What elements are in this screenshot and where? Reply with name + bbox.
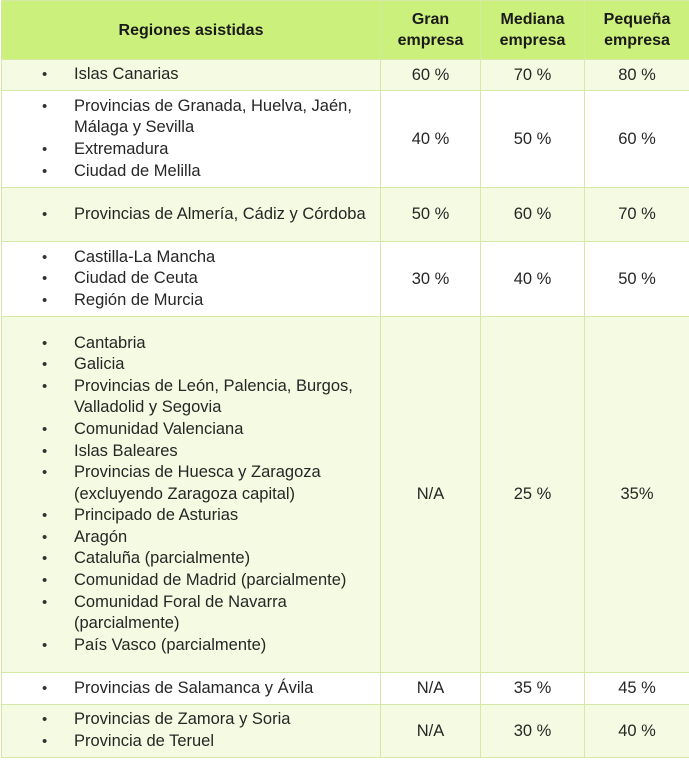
- large-company-value: 40 %: [381, 91, 481, 188]
- region-item: • Ciudad de Melilla: [74, 161, 380, 183]
- small-company-value: 40 %: [585, 705, 689, 758]
- region-item: • Provincias de Zamora y Soria: [74, 709, 380, 731]
- table-row: [2, 91, 689, 188]
- region-item: • Islas Baleares: [74, 441, 380, 463]
- table-row: [2, 705, 689, 758]
- region-item: • Provincias de Huesca y Zaragoza (excluyendo Zaragoza capital): [74, 462, 380, 505]
- region-item: • Cantabria: [74, 333, 380, 355]
- small-company-value: 80 %: [585, 60, 689, 91]
- header-small-company: Pequeña empresa: [585, 1, 689, 60]
- medium-company-value: 35 %: [481, 673, 585, 705]
- table-row: [2, 242, 689, 317]
- table-row: [2, 673, 689, 705]
- header-medium-company: Mediana empresa: [481, 1, 585, 60]
- region-list: [2, 678, 380, 700]
- region-list: [2, 709, 380, 752]
- small-company-value: 60 %: [585, 91, 689, 188]
- regions-cell: [2, 673, 381, 705]
- medium-company-value: 60 %: [481, 188, 585, 242]
- region-item: • Comunidad de Madrid (parcialmente): [74, 570, 380, 592]
- region-item: • Provincias de Salamanca y Ávila: [74, 678, 380, 700]
- regions-cell: [2, 242, 381, 317]
- region-item: • Aragón: [74, 527, 380, 549]
- small-company-value: 45 %: [585, 673, 689, 705]
- regions-cell: [2, 317, 381, 673]
- small-company-value: 70 %: [585, 188, 689, 242]
- large-company-value: N/A: [381, 317, 481, 673]
- medium-company-value: 50 %: [481, 91, 585, 188]
- region-item: • Principado de Asturias: [74, 505, 380, 527]
- small-company-value: 50 %: [585, 242, 689, 317]
- aid-intensity-table: [1, 0, 689, 758]
- large-company-value: N/A: [381, 705, 481, 758]
- region-item: • Ciudad de Ceuta: [74, 268, 380, 290]
- large-company-value: 30 %: [381, 242, 481, 317]
- small-company-value: 35%: [585, 317, 689, 673]
- header-regions: Regiones asistidas: [2, 1, 381, 60]
- regions-cell: [2, 188, 381, 242]
- table-row: [2, 188, 689, 242]
- header-large-company: Gran empresa: [381, 1, 481, 60]
- medium-company-value: 25 %: [481, 317, 585, 673]
- table-row: [2, 60, 689, 91]
- region-item: • Comunidad Valenciana: [74, 419, 380, 441]
- region-item: • Región de Murcia: [74, 290, 380, 312]
- regions-cell: [2, 705, 381, 758]
- medium-company-value: 30 %: [481, 705, 585, 758]
- large-company-value: 50 %: [381, 188, 481, 242]
- region-item: • Provincias de León, Palencia, Burgos, Valladolid y Segovia: [74, 376, 380, 419]
- large-company-value: 60 %: [381, 60, 481, 91]
- region-item: • Extremadura: [74, 139, 380, 161]
- region-item: • Castilla-La Mancha: [74, 247, 380, 269]
- header-row: [2, 1, 689, 60]
- region-list: [2, 96, 380, 182]
- region-item: • Galicia: [74, 354, 380, 376]
- region-list: [2, 247, 380, 312]
- region-item: • Provincias de Almería, Cádiz y Córdoba: [74, 204, 380, 226]
- region-item: • Cataluña (parcialmente): [74, 548, 380, 570]
- region-item: • Provincia de Teruel: [74, 731, 380, 753]
- region-list: [2, 333, 380, 657]
- table-row: [2, 317, 689, 673]
- region-item: • País Vasco (parcialmente): [74, 635, 380, 657]
- region-list: [2, 204, 380, 226]
- regions-cell: [2, 60, 381, 91]
- medium-company-value: 40 %: [481, 242, 585, 317]
- medium-company-value: 70 %: [481, 60, 585, 91]
- region-item: • Provincias de Granada, Huelva, Jaén, Málaga y Sevilla: [74, 96, 380, 139]
- regions-cell: [2, 91, 381, 188]
- large-company-value: N/A: [381, 673, 481, 705]
- region-list: [2, 64, 380, 86]
- region-item: • Islas Canarias: [74, 64, 380, 86]
- region-item: • Comunidad Foral de Navarra (parcialmente): [74, 592, 380, 635]
